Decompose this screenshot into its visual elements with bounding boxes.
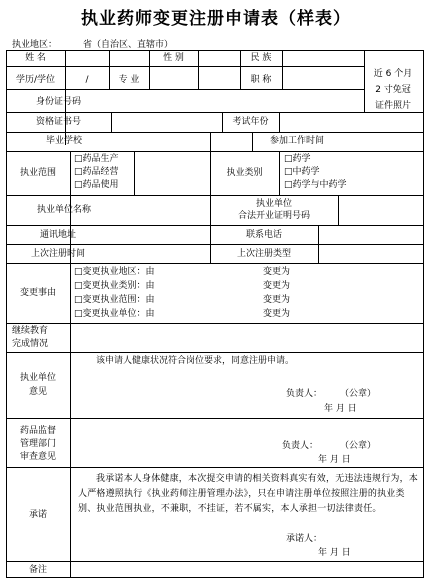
photo-line-3: 证件照片 <box>374 101 411 111</box>
change-item-unit-to: 变更为 <box>263 309 291 319</box>
practice-region-line <box>12 37 173 50</box>
practice-category-label: 执业类别 <box>226 168 263 178</box>
region-label: 执业地区： <box>12 40 58 50</box>
promise-signer: 承诺人： <box>286 534 323 544</box>
regulator-date: 年 月 日 <box>318 455 351 465</box>
address-label: 通讯地址 <box>39 230 76 240</box>
change-item-unit[interactable]: □变更执业单位：由 <box>74 309 155 319</box>
category-option-chinese-pharmacy[interactable]: □中药学 <box>284 167 320 177</box>
change-item-category[interactable]: □变更执业类别：由 <box>74 281 155 291</box>
last-register-time-label: 上次注册时间 <box>30 249 85 259</box>
photo-line-2: 2 寸免冠 <box>375 85 411 95</box>
remark-label: 备注 <box>28 565 47 575</box>
unit-opinion-text: 该申请人健康状况符合岗位要求，同意注册申请。 <box>96 356 295 366</box>
change-reason-label: 变更事由 <box>19 288 56 298</box>
continuing-education-label-2: 完成情况 <box>12 339 49 349</box>
last-register-type-label: 上次注册类型 <box>236 249 291 259</box>
name-label: 姓 名 <box>25 53 46 63</box>
school-label: 毕业学校 <box>45 136 82 146</box>
regulator-seal: （公章） <box>340 441 377 451</box>
unit-name-label: 执业单位名称 <box>36 205 91 215</box>
major-label: 专 业 <box>118 75 140 85</box>
form-title: 执业药师变更注册申请表（样表） <box>81 9 351 29</box>
unit-opinion-label-2: 意见 <box>28 387 47 397</box>
practice-scope-label: 执业范围 <box>19 168 56 178</box>
id-number-label: 身份证号码 <box>35 97 81 107</box>
change-item-scope-to: 变更为 <box>263 295 291 305</box>
scope-option-trade[interactable]: □药品经营 <box>74 167 119 177</box>
promise-label: 承诺 <box>28 510 47 520</box>
promise-text: 我承诺本人身体健康，本次提交申请的相关资料真实有效，无违法违规行为，本人严格遵照执行《执业药师注册管理办法》，只在申请注册单位按照注册的执业类别、执业范围执业，不兼职，不挂证，若不属实，本人承担一切法律责任。 <box>78 474 419 514</box>
unit-opinion-seal: （公章） <box>340 389 377 399</box>
regulator-label-3: 审查意见 <box>19 452 56 462</box>
regulator-signer: 负责人： <box>282 441 319 451</box>
change-item-region[interactable]: □变更执业地区：由 <box>74 267 155 277</box>
continuing-education-label-1: 继续教育 <box>12 326 49 336</box>
education-label: 学历/学位 <box>15 75 56 85</box>
change-item-category-to: 变更为 <box>263 281 291 291</box>
professional-title-label: 职 称 <box>250 75 272 85</box>
photo-line-1: 近 6 个月 <box>373 69 413 79</box>
ethnicity-label: 民 族 <box>250 53 272 63</box>
region-province: 省（自治区、直辖市） <box>83 40 174 50</box>
gender-label: 性 别 <box>163 53 184 63</box>
unit-opinion-signer: 负责人： <box>286 389 323 399</box>
education-slash: / <box>85 75 89 85</box>
change-item-region-to: 变更为 <box>263 267 291 277</box>
phone-label: 联系电话 <box>245 230 282 240</box>
promise-date: 年 月 日 <box>318 548 351 558</box>
regulator-label-2: 管理部门 <box>19 439 56 449</box>
unit-opinion-label-1: 执业单位 <box>19 373 56 383</box>
scope-option-use[interactable]: □药品使用 <box>74 180 119 190</box>
unit-opinion-date: 年 月 日 <box>324 404 357 414</box>
scope-option-production[interactable]: □药品生产 <box>74 154 119 164</box>
photo-placeholder <box>363 66 423 114</box>
regulator-label-1: 药品监督 <box>19 426 56 436</box>
change-item-scope[interactable]: □变更执业范围：由 <box>74 295 155 305</box>
unit-license-label-2: 合法开业证明号码 <box>237 211 310 221</box>
category-option-both[interactable]: □药学与中药学 <box>284 180 347 190</box>
exam-year-label: 考试年份 <box>232 117 269 127</box>
work-time-label: 参加工作时间 <box>269 136 324 146</box>
unit-license-label-1: 执业单位 <box>255 199 292 209</box>
cert-number-label: 资格证书号 <box>35 117 81 127</box>
category-option-pharmacy[interactable]: □药学 <box>284 154 311 164</box>
